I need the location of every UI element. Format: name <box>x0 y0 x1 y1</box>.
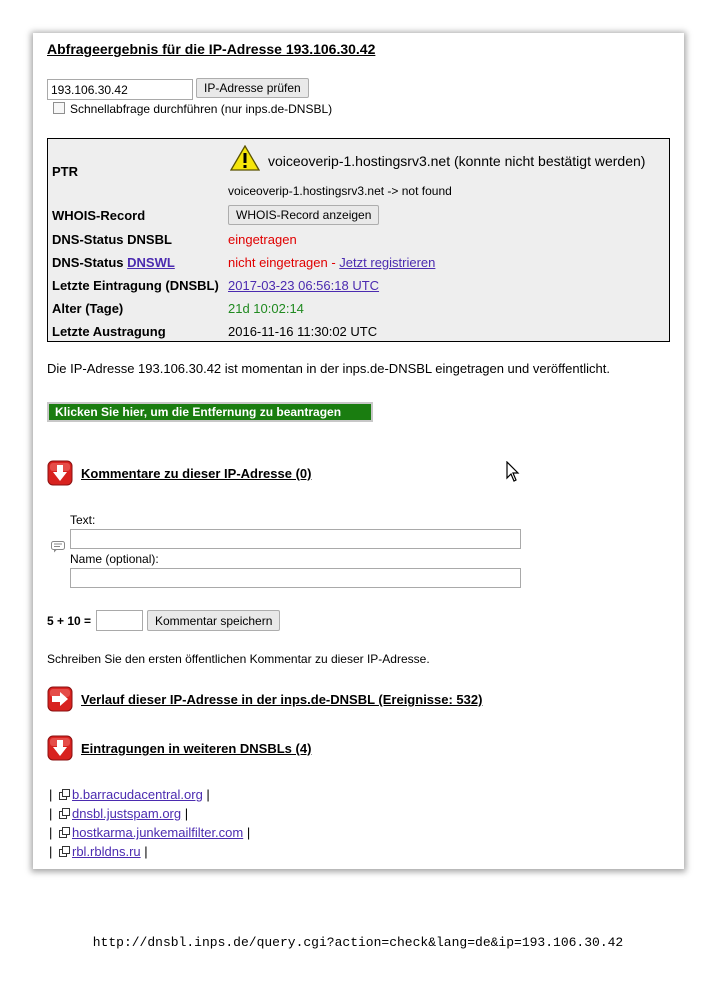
ptr-lookup: voiceoverip-1.hostingsrv3.net -> not found <box>228 184 452 198</box>
ptr-value: voiceoverip-1.hostingsrv3.net (konnte nicht bestätigt werden) <box>268 153 646 169</box>
last-entry-link[interactable]: 2017-03-23 06:56:18 UTC <box>228 278 380 293</box>
arrow-right-icon[interactable] <box>47 686 73 712</box>
comment-name-label: Name (optional): <box>70 552 159 566</box>
whois-label: WHOIS-Record <box>52 208 146 223</box>
captcha-question: 5 + 10 = <box>47 614 92 628</box>
register-link[interactable]: Jetzt registrieren <box>339 255 436 270</box>
dnsbl-list <box>49 785 250 861</box>
quick-check-checkbox[interactable] <box>53 102 65 114</box>
ptr-label: PTR <box>52 164 78 179</box>
dnsbl-status-value: eingetragen <box>228 232 297 247</box>
list-item: | rbl.rbldns.ru | <box>49 844 148 859</box>
last-removal-label: Letzte Austragung <box>52 324 166 339</box>
check-ip-button[interactable]: IP-Adresse prüfen <box>196 78 309 98</box>
save-comment-button[interactable]: Kommentar speichern <box>147 610 280 631</box>
age-label: Alter (Tage) <box>52 301 124 316</box>
external-link-icon <box>59 808 70 819</box>
dnswl-link[interactable]: DNSWL <box>127 255 175 270</box>
status-text: Die IP-Adresse 193.106.30.42 ist momentan in der inps.de-DNSBL eingetragen und veröffentlicht. <box>47 361 610 376</box>
other-dnsbls-title[interactable]: Eintragungen in weiteren DNSBLs (4) <box>81 741 312 756</box>
mouse-cursor-icon <box>506 461 520 483</box>
result-panel <box>33 33 684 869</box>
captcha-input[interactable] <box>96 610 143 631</box>
dnsbl-link[interactable]: dnsbl.justspam.org <box>72 806 182 821</box>
comments-empty-note: Schreiben Sie den ersten öffentlichen Kommentar zu dieser IP-Adresse. <box>47 652 430 666</box>
last-entry-label: Letzte Eintragung (DNSBL) <box>52 278 219 293</box>
dnswl-value: nicht eingetragen - <box>228 255 340 270</box>
warning-icon <box>230 145 260 171</box>
external-link-icon <box>59 846 70 857</box>
dnsbl-link[interactable]: hostkarma.junkemailfilter.com <box>72 825 244 840</box>
dnswl-label-prefix: DNS-Status <box>52 255 128 270</box>
comments-title[interactable]: Kommentare zu dieser IP-Adresse (0) <box>81 466 312 481</box>
ip-info-box <box>47 138 670 342</box>
history-title[interactable]: Verlauf dieser IP-Adresse in der inps.de-DNSBL (Ereignisse: 532) <box>81 692 483 707</box>
list-item: | hostkarma.junkemailfilter.com | <box>49 825 251 840</box>
dnswl-status-value <box>228 255 435 270</box>
ip-input[interactable] <box>47 79 193 100</box>
dnsbl-link[interactable]: b.barracudacentral.org <box>72 787 203 802</box>
external-link-icon <box>59 789 70 800</box>
comment-text-input[interactable] <box>70 529 521 549</box>
list-item: | b.barracudacentral.org | <box>49 787 210 802</box>
external-link-icon <box>59 827 70 838</box>
quick-check-row <box>53 102 332 116</box>
comment-text-label: Text: <box>70 513 96 527</box>
last-removal-value: 2016-11-16 11:30:02 UTC <box>228 324 378 339</box>
arrow-down-icon[interactable] <box>47 735 73 761</box>
page-title: Abfrageergebnis für die IP-Adresse 193.106.30.42 <box>47 41 376 57</box>
list-item: | dnsbl.justspam.org | <box>49 806 189 821</box>
dnsbl-status-label: DNS-Status DNSBL <box>52 232 172 247</box>
dnswl-status-label <box>52 255 175 270</box>
age-value: 21d 10:02:14 <box>228 301 304 316</box>
whois-button[interactable]: WHOIS-Record anzeigen <box>228 205 379 225</box>
arrow-down-icon[interactable] <box>47 460 73 486</box>
quick-check-label: Schnellabfrage durchführen (nur inps.de-DNSBL) <box>70 102 333 116</box>
dnsbl-link[interactable]: rbl.rbldns.ru <box>72 844 141 859</box>
request-removal-button[interactable]: Klicken Sie hier, um die Entfernung zu beantragen <box>47 402 373 422</box>
comment-name-input[interactable] <box>70 568 521 588</box>
comment-icon <box>51 541 65 553</box>
page-url: http://dnsbl.inps.de/query.cgi?action=check&lang=de&ip=193.106.30.42 <box>92 935 624 950</box>
